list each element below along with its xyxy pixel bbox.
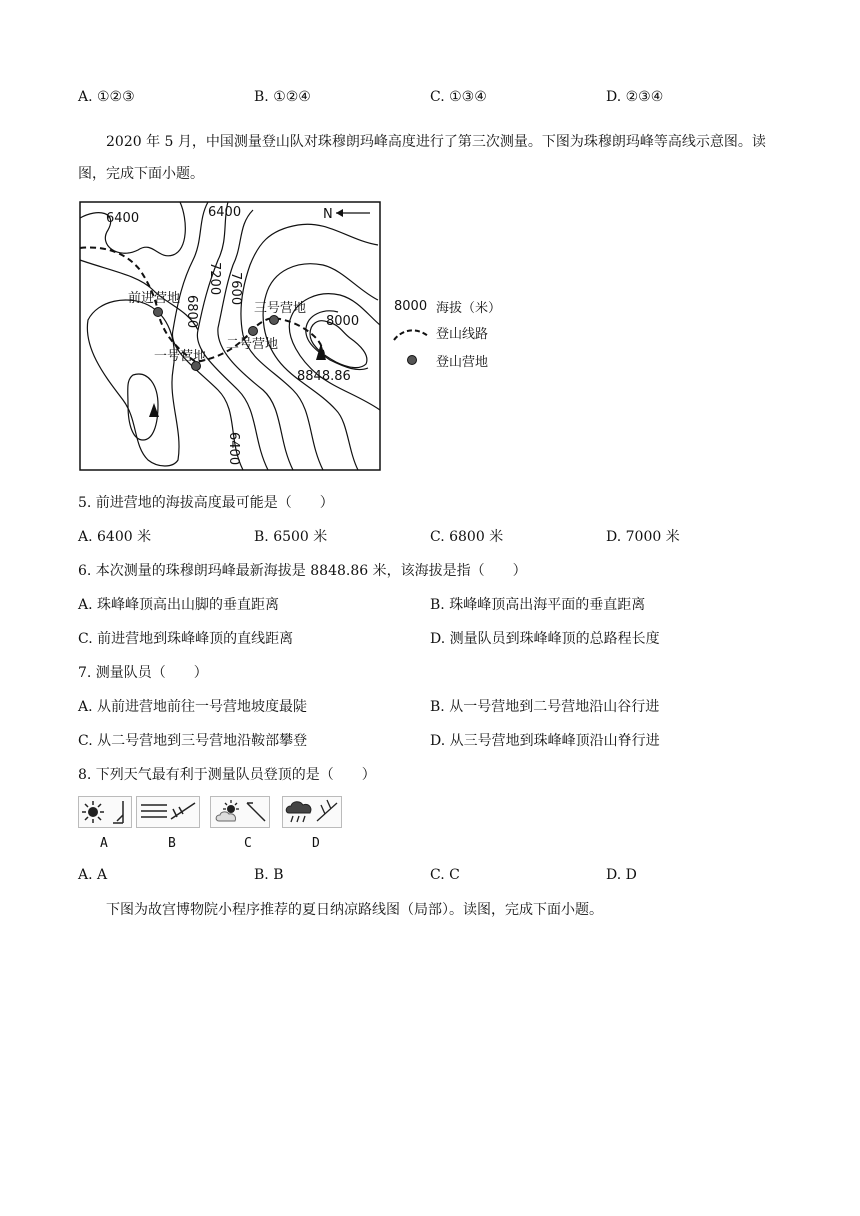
legend-contour-value: 8000	[394, 299, 428, 314]
legend-contour-label: 海拔（米）	[436, 301, 502, 316]
weather-label-c: C	[244, 836, 252, 851]
question-7-option-d: D. 从三号营地到珠峰峰顶沿山脊行进	[430, 733, 660, 749]
legend-camp-icon	[408, 356, 417, 365]
question-8-option-a: A. A	[78, 867, 108, 883]
question-6-option-c: C. 前进营地到珠峰峰顶的直线距离	[78, 631, 294, 647]
question-7-option-a: A. 从前进营地前往一号营地坡度最陡	[78, 699, 308, 715]
weather-sunny-wind-icon	[78, 796, 132, 828]
contour-label: 8000	[326, 314, 360, 329]
next-intro-paragraph: 下图为故宫博物院小程序推荐的夏日纳凉路线图（局部）。读图，完成下面小题。	[106, 902, 603, 918]
camp-advance-dot	[154, 308, 163, 317]
camp-3-label: 三号营地	[254, 301, 307, 316]
contour-map	[78, 200, 518, 475]
summit-elevation: 8848.86	[297, 369, 351, 384]
question-6-stem: 6. 本次测量的珠穆朗玛峰最新海拔是 8848.86 米，该海拔是指（ ）	[78, 563, 527, 579]
weather-cloudy-wind-icon	[210, 796, 270, 828]
contour-label: 7600	[228, 272, 243, 306]
camp-2-dot	[249, 327, 258, 336]
legend-camp-label: 登山营地	[436, 355, 489, 370]
question-8-option-c: C. C	[430, 867, 460, 883]
weather-label-d: D	[312, 836, 320, 851]
question-8-option-d: D. D	[606, 867, 637, 883]
prev-option-a: A. ①②③	[78, 89, 135, 105]
weather-label-a: A	[100, 836, 108, 851]
question-6-option-d: D. 测量队员到珠峰峰顶的总路程长度	[430, 631, 660, 647]
intro-paragraph: 2020 年 5 月，中国测量登山队对珠穆朗玛峰高度进行了第三次测量。下图为珠穆朗玛峰等高线示意图。读图，完成下面小题。	[78, 134, 766, 182]
prev-option-c: C. ①③④	[430, 89, 487, 105]
question-5-option-c: C. 6800 米	[430, 529, 504, 545]
weather-rain-wind-icon	[282, 796, 342, 828]
contour-label: 6400	[106, 211, 140, 226]
contour-label: 6400	[208, 205, 242, 220]
camp-2-label: 二号营地	[226, 337, 279, 352]
question-5-option-d: D. 7000 米	[606, 529, 680, 545]
question-7-option-b: B. 从一号营地到二号营地沿山谷行进	[430, 699, 660, 715]
question-7-stem: 7. 测量队员（ ）	[78, 665, 208, 681]
question-6-option-a: A. 珠峰峰顶高出山脚的垂直距离	[78, 597, 280, 613]
question-5-option-b: B. 6500 米	[254, 529, 328, 545]
question-5-option-a: A. 6400 米	[78, 529, 152, 545]
question-6-option-b: B. 珠峰峰顶高出海平面的垂直距离	[430, 597, 646, 613]
contour-label: 6400	[226, 432, 241, 466]
legend-route-icon	[394, 330, 428, 340]
prev-option-d: D. ②③④	[606, 89, 664, 105]
question-8-stem: 8. 下列天气最有利于测量队员登顶的是（ ）	[78, 767, 376, 783]
camp-1-label: 一号营地	[154, 349, 207, 364]
question-8-option-b: B. B	[254, 867, 284, 883]
weather-label-b: B	[168, 836, 176, 851]
map-frame	[80, 202, 380, 470]
prev-option-b: B. ①②④	[254, 89, 311, 105]
question-5-stem: 5. 前进营地的海拔高度最可能是（ ）	[78, 495, 334, 511]
camp-advance-label: 前进营地	[128, 291, 181, 306]
contour-line	[87, 300, 179, 466]
north-label: N	[323, 207, 333, 222]
legend-route-label: 登山线路	[436, 327, 489, 342]
contour-label: 6800	[184, 295, 199, 329]
camp-3-dot	[270, 316, 279, 325]
contour-label: 7200	[207, 262, 222, 296]
question-7-option-c: C. 从二号营地到三号营地沿鞍部攀登	[78, 733, 308, 749]
weather-fog-wind-icon	[136, 796, 200, 828]
